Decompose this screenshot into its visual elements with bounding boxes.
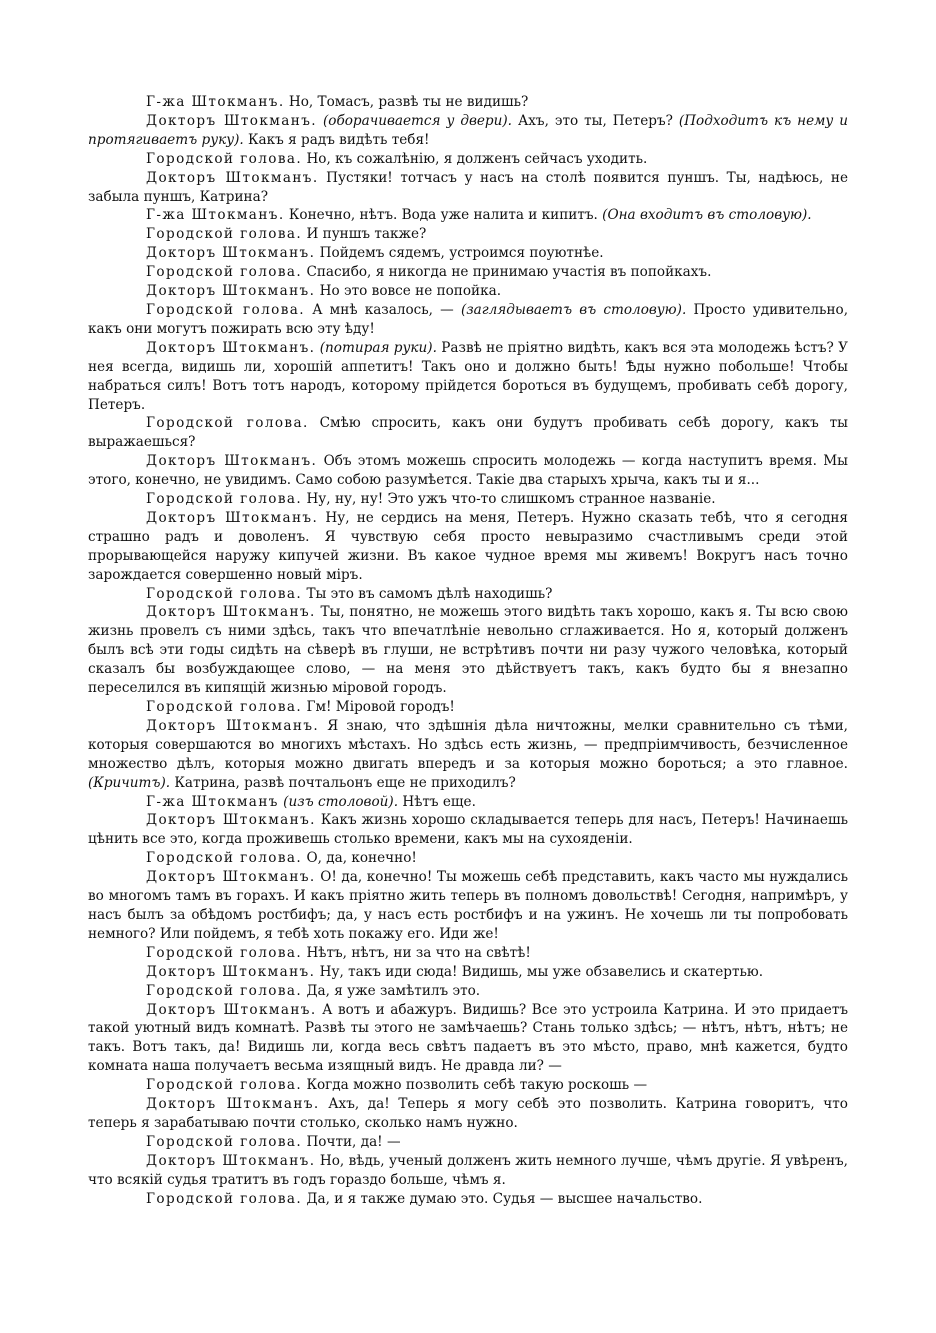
speaker-name: Г-жа Штокманъ: [146, 793, 279, 810]
speaker-name: Городской голова.: [146, 944, 303, 961]
speaker-name: Городской голова.: [146, 491, 303, 508]
speaker-name: Докторъ Штокманъ.: [146, 963, 316, 980]
speech-text: А мнѣ казалось, —: [312, 301, 461, 318]
speaker-name: Докторъ Штокманъ.: [146, 509, 319, 526]
stage-direction: (изъ столовой).: [283, 793, 399, 810]
dialogue-paragraph: [88, 301, 848, 339]
speaker-name: Докторъ Штокманъ.: [146, 604, 316, 621]
speech-text: Ну, не сердись на меня, Петеръ. Нужно сказать тебѣ, что я сегодня страшно радъ и доволенъ. Я чувствую себя просто невыразимо счастливымъ среди этой прорывающейся наружу кипучей жизни. Въ какое чудное время мы живемъ! Вокругъ насъ точно зарождается совершенно новый міръ.: [88, 509, 848, 583]
dialogue-paragraph: [88, 963, 848, 982]
stage-direction: (Она входитъ въ столовую).: [602, 207, 812, 224]
dialogue-paragraph: [88, 585, 848, 604]
speech-text: Да, я уже замѣтилъ это.: [306, 982, 481, 999]
speech-text: Но это вовсе не попойка.: [319, 283, 502, 300]
dialogue-paragraph: [88, 717, 848, 793]
dialogue-paragraph: [88, 868, 848, 944]
speaker-name: Докторъ Штокманъ.: [146, 339, 316, 356]
speech-text: Конечно, нѣтъ. Вода уже налита и кипитъ.: [288, 207, 603, 224]
stage-direction: (заглядываетъ въ столовую).: [460, 301, 687, 318]
speaker-name: Докторъ Штокманъ.: [146, 245, 316, 262]
speech-text: Ну, ну, ну! Это ужъ что-то слишкомъ странное названіе.: [306, 491, 716, 508]
stage-direction: (потирая руки).: [319, 339, 437, 356]
dialogue-paragraph: [88, 169, 848, 207]
speech-text: Какъ я радъ видѣть тебя!: [243, 131, 430, 148]
speech-text: Когда можно позволить себѣ такую роскошь —: [306, 1077, 648, 1094]
speech-text: Ахъ, это ты, Петеръ?: [512, 112, 679, 129]
speech-text: Гм! Міровой городъ!: [306, 699, 455, 715]
speaker-name: Городской голова.: [146, 850, 303, 867]
speech-text: Но, Томасъ, развѣ ты не видишь?: [288, 94, 529, 110]
speech-text: Пустяки! тотчасъ у насъ на столѣ появится пуншъ. Ты, надѣюсь, не забыла пуншъ, Катрина?: [88, 169, 848, 205]
dialogue-paragraph: [88, 698, 848, 717]
speech-text: Ну, такъ иди сюда! Видишь, мы уже обзавелись и скатертью.: [319, 963, 764, 980]
dialogue-paragraph: [88, 339, 848, 415]
speaker-name: Докторъ Штокманъ.: [146, 717, 320, 734]
speech-text: Катрина, развѣ почтальонъ еще не приходилъ?: [170, 774, 516, 791]
speech-text: Ты это въ самомъ дѣлѣ находишь?: [306, 585, 553, 602]
dialogue-paragraph: [88, 263, 848, 282]
speech-text: Нѣтъ еще.: [398, 793, 476, 810]
speech-text: Почти, да! —: [306, 1133, 401, 1150]
dialogue-paragraph: [88, 1152, 848, 1190]
dialogue-paragraph: [88, 282, 848, 301]
dialogue-paragraph: [88, 490, 848, 509]
dialogue-paragraph: [88, 206, 848, 225]
speaker-name: Докторъ Штокманъ.: [146, 1001, 317, 1018]
speaker-name: Городской голова.: [146, 982, 303, 999]
speaker-name: Городской голова.: [146, 264, 303, 281]
dialogue-paragraph: [88, 811, 848, 849]
dialogue-paragraph: [88, 1133, 848, 1152]
dialogue-paragraph: [88, 244, 848, 263]
speaker-name: Городской голова.: [146, 415, 309, 432]
speaker-name: Докторъ Штокманъ.: [146, 812, 316, 829]
speaker-name: Городской голова.: [146, 1133, 303, 1150]
speech-text: Да, и я также думаю это. Судья — высшее начальство.: [306, 1190, 703, 1207]
dialogue-paragraph: [88, 509, 848, 585]
dialogue-paragraph: [88, 1095, 848, 1133]
dialogue-paragraph: [88, 452, 848, 490]
speaker-name: Городской голова.: [146, 150, 303, 167]
speech-text: Пойдемъ сядемъ, устроимся поуютнѣе.: [319, 245, 604, 262]
speech-text: О! да, конечно! Ты можешь себѣ представить, какъ часто мы нуждались во многомъ тамъ въ горахъ. И какъ пріятно жить теперь въ полномъ довольствѣ! Сегодня, напримѣръ, у насъ былъ за обѣдомъ ростбифъ; да, у насъ есть ростбифъ и на ужинъ. Не хочешь ли ты попробовать немного? Или пойдемъ, я тебѣ хоть покажу его. Иди же!: [88, 869, 848, 942]
dialogue-paragraph: [88, 603, 848, 698]
speech-text: Нѣтъ, нѣтъ, ни за что на свѣтѣ!: [306, 944, 531, 961]
stage-direction: (оборачивается у двери).: [322, 112, 512, 129]
speech-text: Спасибо, я никогда не принимаю участія въ попойкахъ.: [306, 264, 712, 281]
speaker-name: Докторъ Штокманъ.: [146, 1096, 320, 1113]
dialogue-paragraph: [88, 944, 848, 963]
dialogue-paragraph: [88, 1190, 848, 1209]
speech-text: Какъ жизнь хорошо складывается теперь для насъ, Петеръ! Начинаешь цѣнить все это, когда проживешь столько времени, какъ мы на сухояденіи.: [88, 812, 848, 848]
speech-text: Развѣ не пріятно видѣть, какъ вся эта молодежь ѣстъ? У нея всегда, видишь ли, хорошій аппетитъ! Такъ оно и должно быть! Ѣды нужно побольше! Чтобы набраться силъ! Вотъ тотъ народъ, которому прійдется бороться въ будущемъ, пробивать себѣ дорогу, Петеръ.: [88, 339, 848, 413]
speaker-name: Городской голова.: [146, 1077, 303, 1094]
speaker-name: Докторъ Штокманъ.: [146, 869, 316, 886]
speech-text: Смѣю спросить, какъ они будутъ пробивать себѣ дорогу, какъ ты выражаешься?: [88, 415, 848, 451]
speaker-name: Докторъ Штокманъ.: [146, 283, 316, 300]
speaker-name: Городской голова.: [146, 699, 303, 715]
document-page: [88, 93, 848, 1208]
dialogue-paragraph: [88, 414, 848, 452]
speech-text: А вотъ и абажуръ. Видишь? Все это устроила Катрина. И это придаетъ такой уютный видъ комнатѣ. Развѣ ты этого не замѣчаешь? Стань только здѣсь; — нѣтъ, нѣтъ, нѣтъ; не такъ. Вотъ такъ, да! Видишь ли, когда весь свѣтъ падаетъ въ это мѣсто, право, мнѣ кажется, будто комната наша получаетъ весьма изящный видъ. Не дравда ли? —: [88, 1001, 848, 1075]
dialogue-paragraph: [88, 849, 848, 868]
speaker-name: Городской голова.: [146, 1190, 303, 1207]
speaker-name: Докторъ Штокманъ.: [146, 112, 317, 129]
speech-text: Но, къ сожалѣнію, я долженъ сейчасъ уходить.: [306, 150, 648, 167]
dialogue-paragraph: [88, 225, 848, 244]
speaker-name: Г-жа Штокманъ.: [146, 94, 285, 110]
speech-text: Просто удивительно, какъ они могутъ пожирать всю эту ѣду!: [88, 301, 849, 337]
dialogue-paragraph: [88, 1001, 848, 1077]
dialogue-paragraph: [88, 1076, 848, 1095]
dialogue-paragraph: [88, 793, 848, 812]
dialogue-paragraph: [88, 93, 848, 112]
speaker-name: Городской голова.: [146, 301, 305, 318]
speaker-name: Городской голова.: [146, 226, 303, 243]
speaker-name: Докторъ Штокманъ.: [146, 169, 319, 186]
dialogue-paragraph: [88, 150, 848, 169]
speech-text: Но, вѣдь, ученый долженъ жить немного лучше, чѣмъ другіе. Я увѣренъ, что всякій судья тратитъ въ годъ гораздо больше, чѣмъ я.: [88, 1152, 848, 1188]
stage-direction: (Кричитъ).: [88, 774, 171, 791]
dialogue-paragraph: [88, 982, 848, 1001]
speaker-name: Г-жа Штокманъ.: [146, 207, 285, 224]
dialogue-paragraph: [88, 112, 848, 150]
speech-text: Объ этомъ можешь спросить молодежь — когда наступитъ время. Мы этого, конечно, не увидимъ. Само собою разумѣется. Такіе два старыхъ хрыча, какъ ты и я...: [88, 453, 848, 489]
speech-text: Ахъ, да! Теперь я могу себѣ это позволить. Катрина говоритъ, что теперь я зарабатываю почти столько, сколько намъ нужно.: [88, 1096, 848, 1131]
stage-direction: (Подходитъ къ нему и протягиваетъ руку).: [88, 112, 849, 148]
speaker-name: Докторъ Штокманъ.: [146, 1152, 316, 1169]
speech-text: И пуншъ также?: [306, 226, 427, 243]
speech-text: О, да, конечно!: [306, 850, 417, 867]
speech-text: Я знаю, что здѣшнія дѣла ничтожны, мелки сравнительно съ тѣми, которыя совершаются во многихъ мѣстахъ. Но здѣсь есть жизнь, — предпріимчивость, безчисленное множество дѣлъ, которыя можно двигать впередъ и за которыя можно бороться; а это главное.: [88, 717, 848, 772]
speaker-name: Городской голова.: [146, 585, 303, 602]
speech-text: Ты, понятно, не можешь этого видѣть такъ хорошо, какъ я. Ты всю свою жизнь провелъ съ ними здѣсь, такъ что впечатлѣніе невольно сглаживается. Но я, который долженъ былъ всѣ эти годы сидѣть на сѣверѣ въ глуши, не встрѣтивъ почти ни разу чужого человѣка, который сказалъ бы возбуждающее слово, — на меня это дѣйствуетъ такъ, какъ будто бы я внезапно переселился въ кипящій жизнью міровой городъ.: [88, 604, 848, 697]
speaker-name: Докторъ Штокманъ.: [146, 453, 318, 470]
